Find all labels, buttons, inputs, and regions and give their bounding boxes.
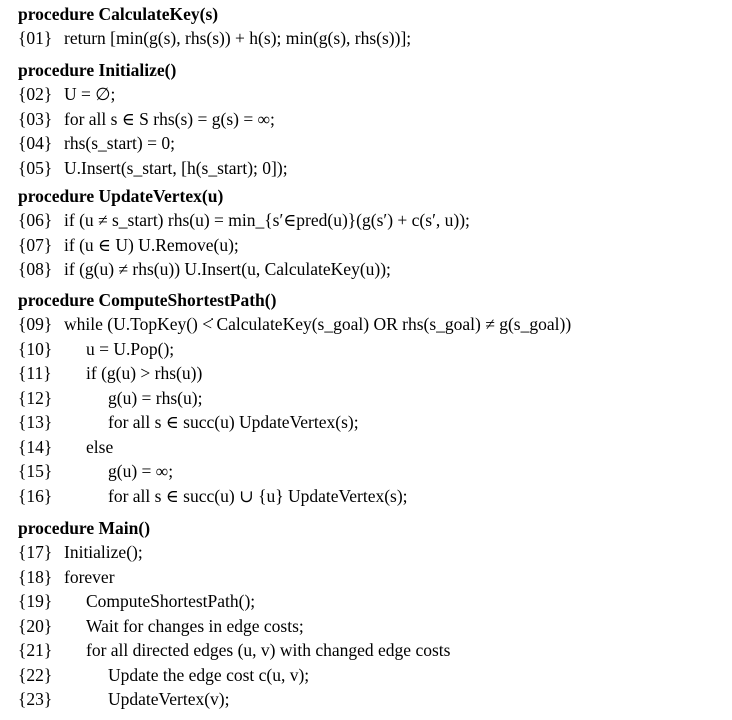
code-line <box>18 107 275 131</box>
line-number: {22} <box>18 664 53 685</box>
line-number: {11} <box>18 363 52 383</box>
code-line <box>18 410 359 434</box>
line-number: {01} <box>18 28 53 48</box>
code-text: else <box>86 436 114 457</box>
line-number: {09} <box>18 314 53 334</box>
line-number: {06} <box>18 210 53 230</box>
code-text: Wait for changes in edge costs; <box>86 615 304 636</box>
code-text: while (U.TopKey() <̇ CalculateKey(s_goal) OR rhs(s_goal) ≠ g(s_goal)) <box>64 314 572 334</box>
code-line <box>18 156 288 180</box>
line-number: {20} <box>18 615 53 636</box>
code-line <box>18 257 391 281</box>
procedure-header: procedure Initialize() <box>18 60 177 80</box>
code-text: rhs(s_start) = 0; <box>64 133 175 153</box>
line-number: {14} <box>18 436 53 457</box>
code-text: forever <box>64 566 115 587</box>
code-text: for all s ∈ succ(u) ∪ {u} UpdateVertex(s); <box>108 485 408 506</box>
code-line <box>18 589 255 613</box>
code-line <box>18 233 239 257</box>
code-line <box>18 386 202 410</box>
code-line <box>18 435 113 459</box>
code-line <box>18 82 115 106</box>
code-text: g(u) = ∞; <box>108 461 174 481</box>
code-line <box>18 565 115 589</box>
code-text: Update the edge cost c(u, v); <box>108 664 310 685</box>
code-line <box>18 614 304 638</box>
line-number: {03} <box>18 108 53 129</box>
procedure-header: procedure Main() <box>18 518 151 538</box>
procedure-header: procedure UpdateVertex(u) <box>18 186 224 206</box>
line-number: {13} <box>18 412 53 432</box>
line-number: {15} <box>18 461 53 481</box>
code-line <box>18 687 229 711</box>
code-text: u = U.Pop(); <box>86 338 175 359</box>
line-number: {18} <box>18 566 53 587</box>
code-text: if (g(u) > rhs(u)) <box>86 363 203 383</box>
code-text: UpdateVertex(v); <box>108 689 230 709</box>
line-number: {04} <box>18 133 53 153</box>
code-text: U = ∅; <box>64 84 116 104</box>
code-text: U.Insert(s_start, [h(s_start); 0]); <box>64 157 288 178</box>
code-line <box>18 540 143 564</box>
code-text: Initialize(); <box>64 542 143 562</box>
code-line <box>18 638 450 662</box>
code-line <box>18 337 174 361</box>
line-number: {12} <box>18 387 53 408</box>
procedure-header: procedure ComputeShortestPath() <box>18 290 277 310</box>
line-number: {21} <box>18 640 53 660</box>
line-number: {07} <box>18 234 53 255</box>
code-line <box>18 484 408 508</box>
code-text: if (u ∈ U) U.Remove(u); <box>64 234 239 255</box>
code-text: if (g(u) ≠ rhs(u)) U.Insert(u, CalculateKey(u)); <box>64 259 391 279</box>
procedure-header: procedure CalculateKey(s) <box>18 4 219 24</box>
code-line <box>18 131 175 155</box>
line-number: {08} <box>18 259 53 279</box>
line-number: {17} <box>18 542 53 562</box>
code-text: return [min(g(s), rhs(s)) + h(s); min(g(s), rhs(s))]; <box>64 28 412 48</box>
code-line <box>18 459 173 483</box>
code-line <box>18 663 309 687</box>
line-number: {23} <box>18 689 53 709</box>
code-text: for all directed edges (u, v) with changed edge costs <box>86 640 451 660</box>
line-number: {02} <box>18 84 53 104</box>
code-text: for all s ∈ S rhs(s) = g(s) = ∞; <box>64 108 275 129</box>
line-number: {19} <box>18 591 53 611</box>
line-number: {10} <box>18 338 53 359</box>
code-line <box>18 361 202 385</box>
line-number: {05} <box>18 157 53 178</box>
code-text: for all s ∈ succ(u) UpdateVertex(s); <box>108 412 359 432</box>
code-line <box>18 312 571 336</box>
code-text: if (u ≠ s_start) rhs(u) = min_{s′∈pred(u)}(g(s′) + c(s′, u)); <box>64 210 470 230</box>
code-text: ComputeShortestPath(); <box>86 591 256 611</box>
line-number: {16} <box>18 485 53 506</box>
code-line <box>18 26 411 50</box>
code-line <box>18 208 470 232</box>
code-text: g(u) = rhs(u); <box>108 387 203 408</box>
